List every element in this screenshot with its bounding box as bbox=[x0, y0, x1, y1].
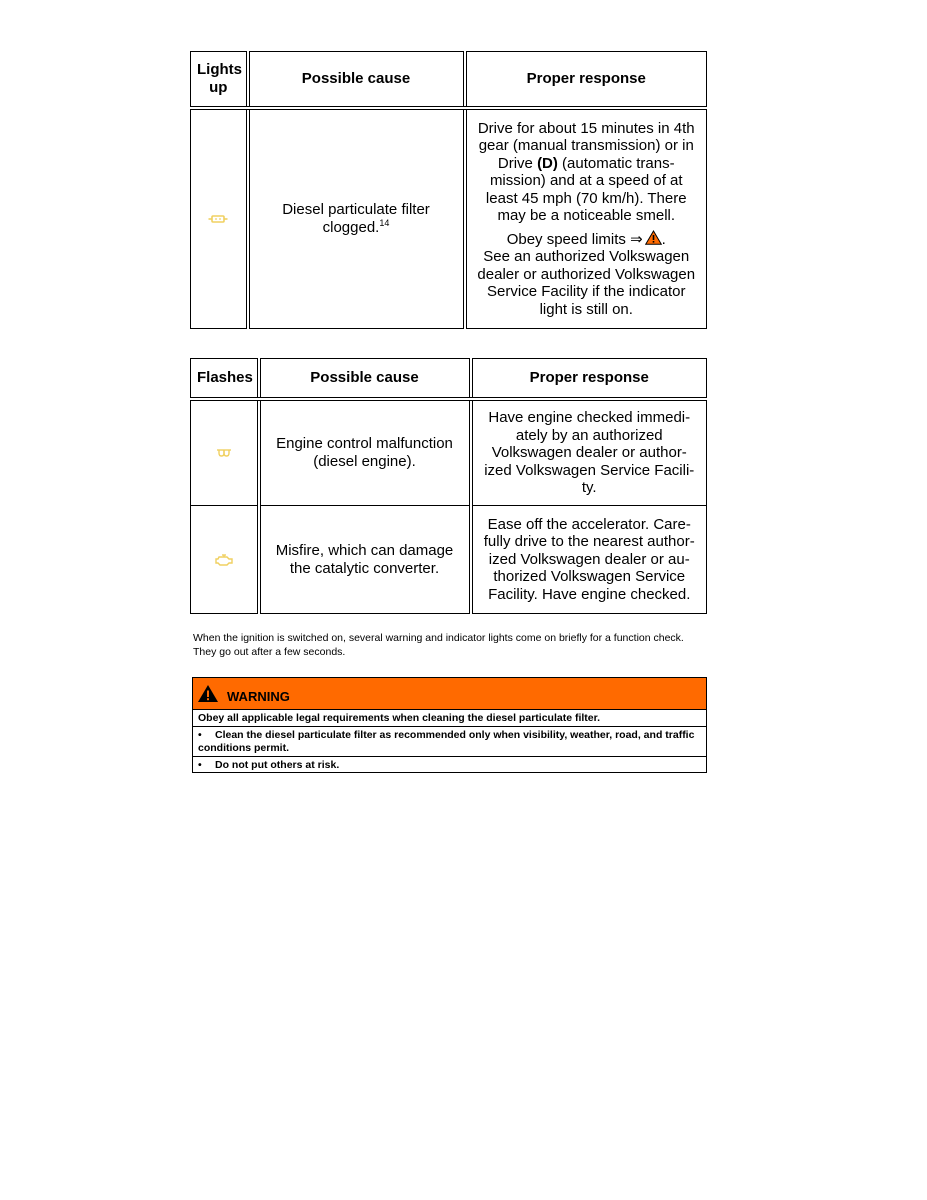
header-possible-cause: Possible cause bbox=[259, 359, 471, 399]
warning-header bbox=[193, 678, 706, 710]
flashes-table bbox=[190, 358, 707, 614]
header-proper-response: Proper response bbox=[471, 359, 707, 399]
speed-limit-paragraph bbox=[473, 230, 701, 319]
cause-cell bbox=[248, 108, 465, 329]
footnote-ref: 14 bbox=[379, 217, 390, 228]
warning-bullet-text: Clean the diesel particulate filter as recommended only when visibility, weather, road, and traffic conditions permit. bbox=[198, 729, 695, 754]
speed-limit-text: Obey speed limits ⇒ bbox=[506, 230, 643, 248]
cause-text: Diesel particulate filter clogged. bbox=[282, 201, 430, 236]
warning-bullet bbox=[193, 727, 706, 757]
warning-triangle-icon bbox=[197, 684, 219, 703]
response-cell: Have engine checked immedi-ately by an authorized Volkswagen dealer or author-ized Volkswagen Service Facili-ty. bbox=[471, 399, 707, 506]
warning-bullet-text: Do not put others at risk. bbox=[215, 759, 340, 771]
table-row bbox=[191, 399, 707, 506]
response-paragraph bbox=[473, 120, 701, 225]
warning-intro: Obey all applicable legal requirements when cleaning the diesel particulate filter. bbox=[193, 710, 706, 727]
indicator-cell bbox=[191, 399, 259, 506]
lights-up-table bbox=[190, 51, 707, 329]
function-check-note: When the ignition is switched on, several warning and indicator lights come on briefly for a function check. They go out after a few seconds. bbox=[193, 632, 684, 658]
bullet-icon: • bbox=[198, 729, 202, 741]
cause-cell: Engine control malfunction (diesel engine). bbox=[259, 399, 471, 506]
bullet-icon: • bbox=[198, 759, 202, 771]
warning-title: WARNING bbox=[227, 689, 290, 704]
header-proper-response: Proper response bbox=[465, 52, 707, 108]
check-engine-icon bbox=[215, 554, 233, 566]
response-cell bbox=[465, 108, 707, 329]
diesel-particulate-filter-icon bbox=[208, 214, 228, 224]
speed-limit-period: . bbox=[661, 230, 666, 248]
warning-box bbox=[192, 677, 707, 773]
indicator-cell bbox=[191, 506, 259, 614]
header-possible-cause: Possible cause bbox=[248, 52, 465, 108]
indicator-cell bbox=[191, 108, 248, 329]
table-row bbox=[191, 108, 707, 329]
table-row bbox=[191, 506, 707, 614]
response-text: (automatic trans-mission) and at a speed of at least 45 mph (70 km/h). There may be a noticeable smell. bbox=[485, 154, 687, 224]
dealer-text: See an authorized Volkswagen dealer or authorized Volkswagen Service Facility if the indicator light is still on. bbox=[477, 248, 696, 318]
drive-gear-label: (D) bbox=[537, 154, 558, 172]
cause-cell: Misfire, which can damage the catalytic converter. bbox=[259, 506, 471, 614]
glow-plug-icon bbox=[216, 448, 232, 458]
header-flashes: Flashes bbox=[191, 359, 259, 399]
header-lights-up: Lights up bbox=[191, 52, 248, 108]
response-cell: Ease off the accelerator. Care-fully drive to the nearest author-ized Volkswagen dealer or au-thorized Volkswagen Service Facility. Have engine checked. bbox=[471, 506, 707, 614]
warning-bullet bbox=[193, 757, 706, 773]
warning-triangle-icon bbox=[645, 230, 662, 245]
response-text: Drive for about 15 minutes in 4th gear (manual transmission) or in Drive bbox=[477, 119, 695, 172]
